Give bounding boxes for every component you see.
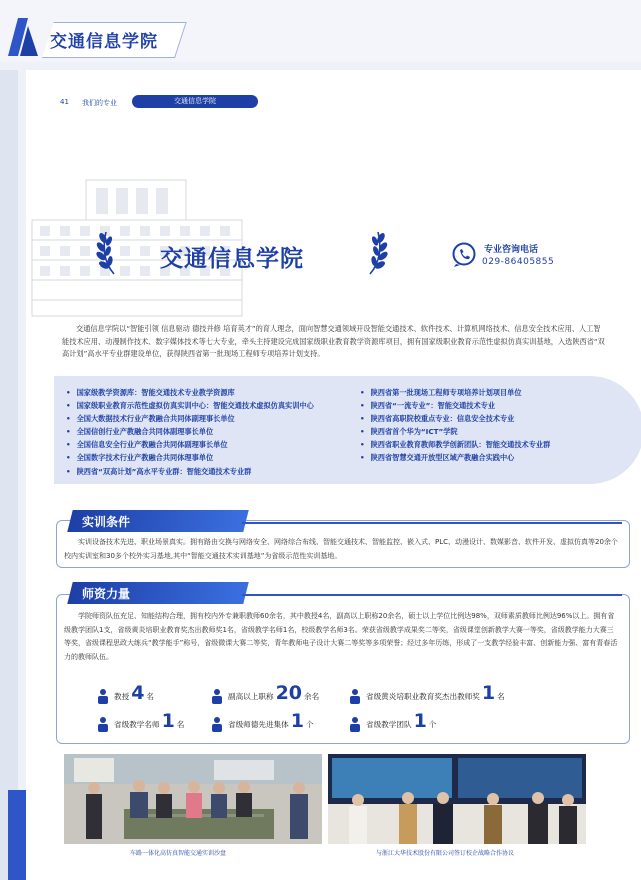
stat-senior-titles [228, 682, 319, 704]
intro-paragraph: 交通信息学院以“智能引领 信息驱动 德技并修 培育英才”的育人理念，面向智慧交通领域开设智能交通技术、软件技术、计算机网络技术、信息安全技术应用、人工智能技术应用、动漫制作技术、数字媒体技术等七大专业，牵头主持建设完成国家级职业教育教学资源库项目，拥有国家级职业教育示范性虚拟仿真实训基地，入选陕西省“双高计划”高水平专业群建设单位，获得陕西省第一批现场工程师专项培养计划支持。 [62, 324, 605, 358]
honor-item: • 陕西省首个华为“ICT”学院 [360, 425, 550, 438]
stat-number: 20 [275, 682, 303, 704]
stat-unit: 个 [305, 720, 314, 729]
honor-item: • 国家级教学资源库：智能交通技术专业教学资源库 [66, 386, 314, 399]
laurel-left-icon [96, 228, 120, 276]
photo-training-sandbox [64, 754, 322, 844]
training-heading: 实训条件 [82, 515, 131, 529]
stat-outstanding-teacher-award [366, 682, 505, 704]
consult-label: 专业咨询电话 [484, 245, 539, 255]
training-text: 实训设备技术先进、职业场景真实。拥有路由交换与网络安全、网络综合布线、智能交通技术、智能监控、嵌入式、PLC、动漫设计、数媒影音、软件开发、虚拟仿真等20余个校内实训室和30多个校外实习基地,其中“智能交通技术实训基地”为省级示范性实训基地。 [64, 538, 618, 560]
training-heading-line [242, 522, 622, 524]
photo-caption: 与浙江大华技术股份有限公司签订校企战略合作协议 [376, 850, 515, 857]
left-margin-accent [8, 790, 26, 880]
main-title: 交通信息学院 [160, 246, 304, 272]
stat-label: 省级教学团队 [366, 720, 412, 729]
faculty-heading: 师资力量 [82, 587, 131, 601]
teacher-icon [210, 688, 224, 704]
teacher-icon [210, 716, 224, 732]
honor-item: • 陕西省第一批现场工程师专项培养计划项目单位 [360, 386, 550, 399]
stat-number: 1 [290, 710, 304, 732]
laurel-right-icon [364, 228, 388, 276]
top-bar [0, 0, 641, 62]
teacher-icon [348, 716, 362, 732]
stat-unit: 余名 [304, 692, 320, 701]
stat-unit: 名 [146, 692, 155, 701]
honor-item: • 陕西省“双高计划”高水平专业群：智能交通技术专业群 [66, 465, 314, 478]
stat-number: 1 [161, 710, 175, 732]
photo-caption: 车路一体化高仿真智能交通实训沙盘 [130, 850, 227, 857]
section-label: 我们的专业 [82, 99, 117, 107]
honor-item: • 陕西省“一流专业”：智能交通技术专业 [360, 399, 550, 412]
stat-teaching-team [366, 710, 436, 732]
honor-item: • 陕西省智慧交通开放型区域产教融合实践中心 [360, 451, 550, 464]
stat-label: 副高以上职称 [228, 692, 274, 701]
stat-label: 教授 [114, 692, 130, 701]
stat-number: 1 [481, 682, 496, 704]
stat-unit: 名 [176, 720, 185, 729]
college-logo-icon [8, 18, 42, 56]
stat-label: 省级师德先进集体 [228, 720, 289, 729]
honor-item: • 全国信创行业产教融合共同体副理事长单位 [66, 425, 314, 438]
faculty-text: 学院师资队伍充足、知能结构合理，拥有校内外专兼职教师60余名，其中教授4名，副高以上职称20余名，硕士以上学位比例达98%，双师素质教师比例达96%以上。拥有省级教学团队1支，省级黄炎培职业教育奖杰出教师奖1名，省级教学名师1名，校级教学名师3名。荣获省级教学成果奖二等奖，省级课堂创新教学大赛一等奖，省级教学能力大赛三等奖，省级课程思政大练兵“教学能手”称号，省级微课大赛二等奖，青年教师电子设计大赛二等奖等多项荣誉；经过多年历练，形成了一支教学经验丰富、创新能力强、富有青春活力的教师队伍。 [64, 612, 618, 661]
stat-professors [114, 682, 154, 704]
stat-label: 省级黄炎培职业教育奖杰出教师奖 [366, 692, 480, 701]
faculty-heading-line [242, 594, 622, 596]
left-margin-strip [0, 70, 18, 880]
teacher-icon [96, 716, 110, 732]
honor-item: • 全国数字技术行业产教融合共同体理事单位 [66, 451, 314, 464]
stat-unit: 个 [428, 720, 437, 729]
photo-cooperation-signing [328, 754, 586, 844]
section-pill: 交通信息学院 [132, 95, 258, 108]
honors-list-left [66, 386, 314, 478]
brochure-page [26, 70, 641, 880]
honor-item: • 国家级职业教育示范性虚拟仿真实训中心：智能交通技术虚拟仿真实训中心 [66, 399, 314, 412]
honors-list-right [360, 386, 550, 465]
stat-number: 4 [131, 682, 145, 704]
stat-unit: 名 [497, 692, 505, 701]
stat-number: 1 [413, 710, 427, 732]
honor-item: • 全国信息安全行业产教融合共同体副理事长单位 [66, 438, 314, 451]
consult-phone: 029-86405855 [482, 257, 555, 267]
phone-icon [451, 242, 477, 268]
honor-item: • 陕西省职业教育教师教学创新团队：智能交通技术专业群 [360, 438, 550, 451]
teacher-icon [348, 688, 362, 704]
stat-label: 省级教学名师 [114, 720, 160, 729]
teacher-icon [96, 688, 110, 704]
header-title: 交通信息学院 [50, 32, 158, 52]
honor-item: • 全国大数据技术行业产教融合共同体副理事长单位 [66, 412, 314, 425]
honor-item: • 陕西省高职院校重点专业：信息安全技术专业 [360, 412, 550, 425]
page-number: 41 [60, 98, 69, 106]
stat-ethics-collective [228, 710, 314, 732]
stat-famous-teacher [114, 710, 184, 732]
